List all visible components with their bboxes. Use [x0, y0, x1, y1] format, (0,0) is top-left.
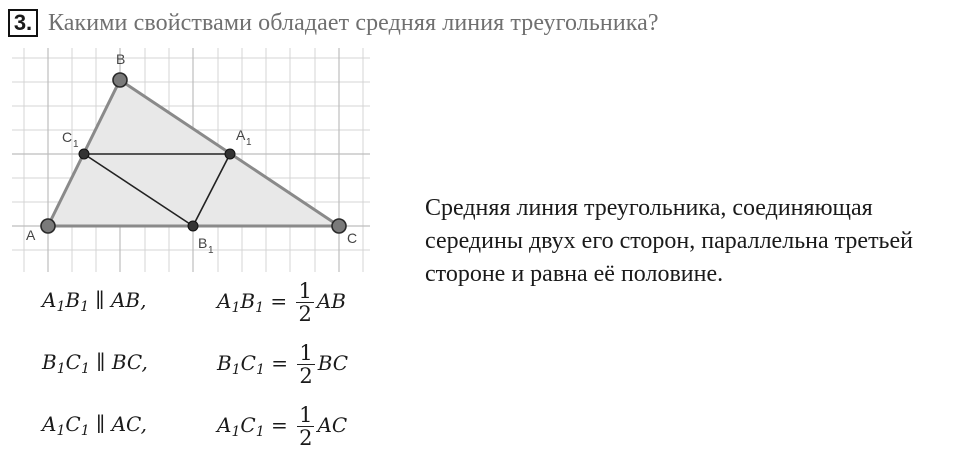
answer-line-2: середины двух его сторон, параллельна третьей [425, 228, 913, 254]
formula-row-1: $A_1B_1$ ∥ AB, [42, 288, 147, 315]
task-number: 3. [8, 9, 38, 37]
task-header [8, 6, 659, 40]
label-a1: A [236, 127, 246, 143]
task-question: Какими свойствами обладает средняя линия треугольника? [48, 9, 659, 36]
formula-row-1-right: $A_1B_1$ = $\frac{1}{2}$ AB [217, 279, 346, 326]
fraction-one-half: $\frac{1}{2}$ [298, 279, 312, 326]
answer-text [425, 192, 960, 291]
answer-line-3: стороне и равна её половине. [425, 261, 724, 287]
formula-row-2: $B_1C_1$ ∥ BC, [42, 350, 148, 377]
triangle-figure [0, 40, 380, 280]
label-b1: B [198, 235, 208, 251]
label-b: B [116, 51, 126, 67]
formula-row-2-right: $B_1C_1$ = $\frac{1}{2}$ BC [217, 341, 349, 388]
midpoint-b1 [188, 221, 198, 231]
fraction-one-half: $\frac{1}{2}$ [299, 403, 313, 450]
midpoint-c1 [79, 149, 89, 159]
label-a1-sub: 1 [246, 137, 252, 148]
answer-line-1: Средняя линия треугольника, соединяющая [425, 195, 873, 221]
label-c1-sub: 1 [73, 139, 79, 150]
vertex-a [41, 219, 55, 233]
label-c: C [347, 230, 358, 246]
vertex-c [332, 219, 346, 233]
formula-row-3-right: $A_1C_1$ = $\frac{1}{2}$ AC [217, 403, 348, 450]
label-a: A [26, 227, 36, 243]
formula-row-3: $A_1C_1$ ∥ AC, [42, 412, 147, 439]
vertex-b [113, 73, 127, 87]
fraction-one-half: $\frac{1}{2}$ [299, 341, 313, 388]
label-b1-sub: 1 [208, 245, 214, 256]
midpoint-a1 [225, 149, 235, 159]
label-c1: C [62, 129, 73, 145]
